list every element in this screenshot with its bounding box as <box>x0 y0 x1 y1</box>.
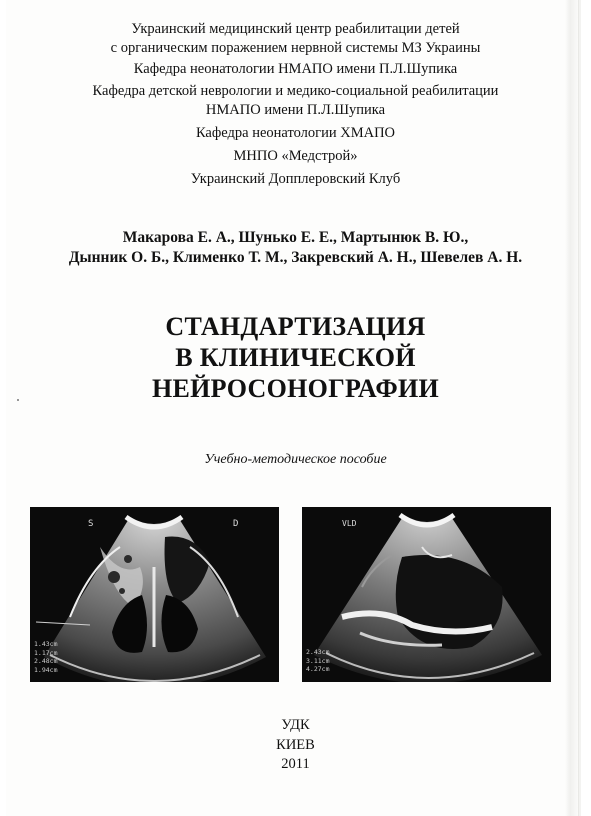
measurement: 1.17cm <box>34 648 58 657</box>
institution-line: с органическим поражением нервной системы МЗ Украины <box>110 40 481 56</box>
institution-line: НМАПО имени П.Л.Шупика <box>205 102 386 118</box>
ultrasound-image-right <box>302 507 551 682</box>
imprint <box>0 716 591 775</box>
image-label-right: D <box>233 519 239 529</box>
udk-label: УДК <box>281 717 310 733</box>
institution-line: Украинский медицинский центр реабилитации детей <box>131 21 460 37</box>
title-line: НЕЙРОСОНОГРАФИИ <box>151 374 440 403</box>
city: КИЕВ <box>276 736 315 753</box>
authors-line: Макарова Е. А., Шунько Е. Е., Мартынюк В. Ю., <box>122 229 469 246</box>
institution-line: Кафедра неонатологии ХМАПО <box>195 125 396 141</box>
title-line: В КЛИНИЧЕСКОЙ <box>175 343 416 372</box>
measurement: 2.48cm <box>34 657 58 665</box>
authors-block <box>0 228 591 268</box>
institution-line: МНПО «Медстрой» <box>233 148 358 164</box>
ultrasound-image-left <box>30 507 279 682</box>
measurement: 1.43cm <box>34 640 58 648</box>
measurement: 4.27cm <box>306 665 330 673</box>
measurement: 1.94cm <box>34 665 58 674</box>
image-label-left: VLD <box>342 519 357 528</box>
title-line: СТАНДАРТИЗАЦИЯ <box>165 312 426 341</box>
measurements-list <box>306 648 329 674</box>
institution-line: Кафедра неонатологии НМАПО имени П.Л.Шупика <box>133 61 458 77</box>
measurement: 3.11cm <box>306 656 330 665</box>
authors-line: Дынник О. Б., Клименко Т. М., Закревский А. Н., Шевелев А. Н. <box>68 249 523 266</box>
book-title <box>0 311 591 404</box>
institution-line: Кафедра детской неврологии и медико-социальной реабилитации <box>92 83 499 99</box>
measurement: 2.43cm <box>306 648 330 656</box>
institutions-block <box>0 20 591 189</box>
year: 2011 <box>281 756 310 772</box>
subtitle: Учебно-методическое пособие <box>204 452 387 467</box>
measurements-list <box>34 640 57 674</box>
image-label-left: S <box>88 519 94 529</box>
institution-line: Украинский Допплеровский Клуб <box>190 171 401 187</box>
